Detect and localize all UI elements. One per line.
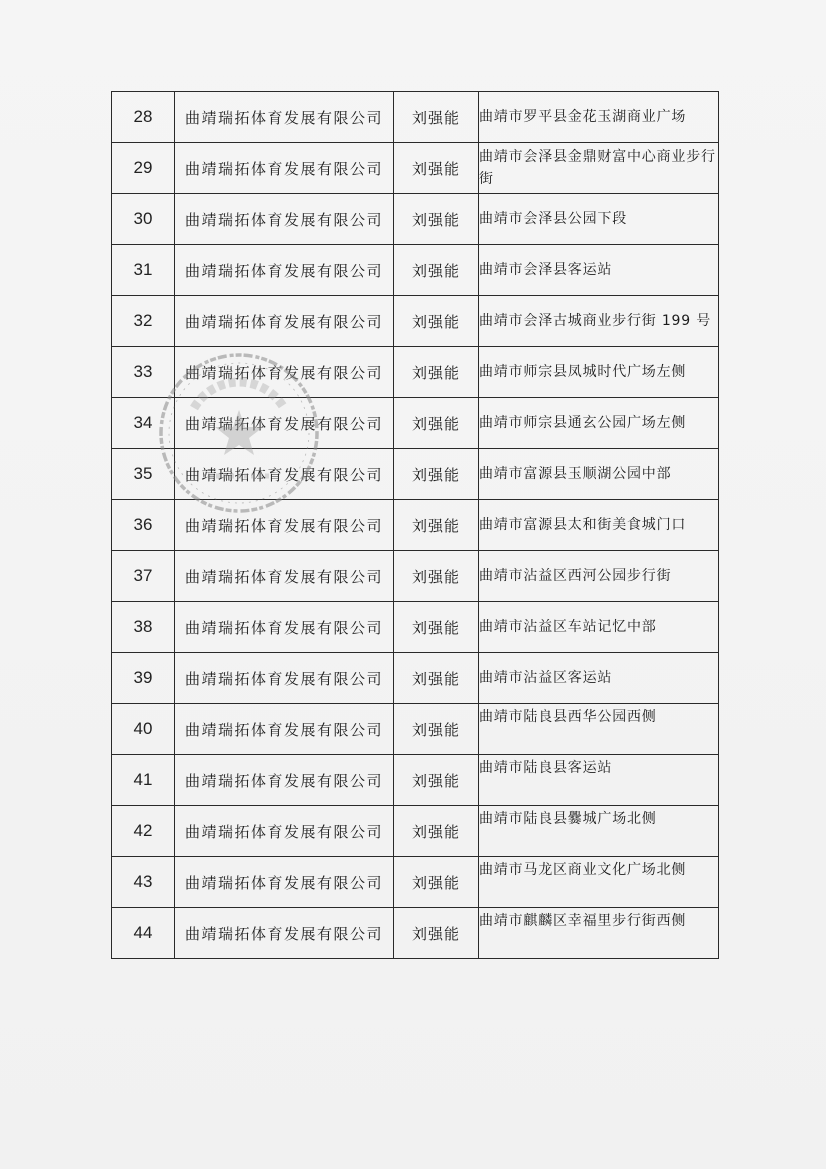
- contact-person: 刘强能: [394, 143, 479, 194]
- table-row: [112, 143, 719, 194]
- row-number: 43: [112, 857, 175, 908]
- contact-person: 刘强能: [394, 245, 479, 296]
- table-row: [112, 398, 719, 449]
- company-name: 曲靖瑞拓体育发展有限公司: [175, 92, 394, 143]
- address: 曲靖市陆良县西华公园西侧: [479, 704, 719, 755]
- company-name: 曲靖瑞拓体育发展有限公司: [175, 704, 394, 755]
- address: 曲靖市沾益区客运站: [479, 653, 719, 704]
- contact-person: 刘强能: [394, 500, 479, 551]
- address: 曲靖市陆良县客运站: [479, 755, 719, 806]
- company-name: 曲靖瑞拓体育发展有限公司: [175, 653, 394, 704]
- registry-table-body: [112, 92, 719, 959]
- company-name: 曲靖瑞拓体育发展有限公司: [175, 908, 394, 959]
- address: 曲靖市沾益区西河公园步行街: [479, 551, 719, 602]
- contact-person: 刘强能: [394, 602, 479, 653]
- row-number: 30: [112, 194, 175, 245]
- table-row: [112, 194, 719, 245]
- table-row: [112, 347, 719, 398]
- registry-table: [111, 91, 719, 959]
- table-row: [112, 245, 719, 296]
- contact-person: 刘强能: [394, 347, 479, 398]
- address: 曲靖市会泽县客运站: [479, 245, 719, 296]
- company-name: 曲靖瑞拓体育发展有限公司: [175, 143, 394, 194]
- company-name: 曲靖瑞拓体育发展有限公司: [175, 602, 394, 653]
- address: 曲靖市师宗县凤城时代广场左侧: [479, 347, 719, 398]
- address: 曲靖市沾益区车站记忆中部: [479, 602, 719, 653]
- contact-person: 刘强能: [394, 653, 479, 704]
- table-row: [112, 296, 719, 347]
- table-row: [112, 806, 719, 857]
- contact-person: 刘强能: [394, 908, 479, 959]
- table-row: [112, 449, 719, 500]
- row-number: 36: [112, 500, 175, 551]
- row-number: 32: [112, 296, 175, 347]
- contact-person: 刘强能: [394, 551, 479, 602]
- company-name: 曲靖瑞拓体育发展有限公司: [175, 296, 394, 347]
- address: 曲靖市马龙区商业文化广场北侧: [479, 857, 719, 908]
- table-row: [112, 500, 719, 551]
- address: 曲靖市会泽县金鼎财富中心商业步行街: [479, 143, 719, 194]
- company-name: 曲靖瑞拓体育发展有限公司: [175, 500, 394, 551]
- address: 曲靖市富源县玉顺湖公园中部: [479, 449, 719, 500]
- address: 曲靖市富源县太和街美食城门口: [479, 500, 719, 551]
- table-row: [112, 92, 719, 143]
- address: 曲靖市会泽古城商业步行街 199 号: [479, 296, 719, 347]
- row-number: 28: [112, 92, 175, 143]
- row-number: 31: [112, 245, 175, 296]
- contact-person: 刘强能: [394, 806, 479, 857]
- address: 曲靖市陆良县爨城广场北侧: [479, 806, 719, 857]
- company-name: 曲靖瑞拓体育发展有限公司: [175, 449, 394, 500]
- company-name: 曲靖瑞拓体育发展有限公司: [175, 551, 394, 602]
- row-number: 34: [112, 398, 175, 449]
- company-name: 曲靖瑞拓体育发展有限公司: [175, 398, 394, 449]
- contact-person: 刘强能: [394, 857, 479, 908]
- row-number: 41: [112, 755, 175, 806]
- company-name: 曲靖瑞拓体育发展有限公司: [175, 347, 394, 398]
- row-number: 37: [112, 551, 175, 602]
- contact-person: 刘强能: [394, 92, 479, 143]
- contact-person: 刘强能: [394, 755, 479, 806]
- row-number: 29: [112, 143, 175, 194]
- company-name: 曲靖瑞拓体育发展有限公司: [175, 245, 394, 296]
- row-number: 42: [112, 806, 175, 857]
- row-number: 39: [112, 653, 175, 704]
- contact-person: 刘强能: [394, 194, 479, 245]
- contact-person: 刘强能: [394, 296, 479, 347]
- table-row: [112, 908, 719, 959]
- table-row: [112, 653, 719, 704]
- address: 曲靖市罗平县金花玉湖商业广场: [479, 92, 719, 143]
- address: 曲靖市麒麟区幸福里步行街西侧: [479, 908, 719, 959]
- contact-person: 刘强能: [394, 449, 479, 500]
- company-name: 曲靖瑞拓体育发展有限公司: [175, 857, 394, 908]
- company-name: 曲靖瑞拓体育发展有限公司: [175, 194, 394, 245]
- address: 曲靖市会泽县公园下段: [479, 194, 719, 245]
- row-number: 38: [112, 602, 175, 653]
- table-row: [112, 704, 719, 755]
- company-name: 曲靖瑞拓体育发展有限公司: [175, 806, 394, 857]
- row-number: 33: [112, 347, 175, 398]
- row-number: 40: [112, 704, 175, 755]
- row-number: 35: [112, 449, 175, 500]
- contact-person: 刘强能: [394, 398, 479, 449]
- address: 曲靖市师宗县通玄公园广场左侧: [479, 398, 719, 449]
- company-name: 曲靖瑞拓体育发展有限公司: [175, 755, 394, 806]
- table-row: [112, 755, 719, 806]
- row-number: 44: [112, 908, 175, 959]
- table-row: [112, 602, 719, 653]
- table-row: [112, 857, 719, 908]
- table-row: [112, 551, 719, 602]
- contact-person: 刘强能: [394, 704, 479, 755]
